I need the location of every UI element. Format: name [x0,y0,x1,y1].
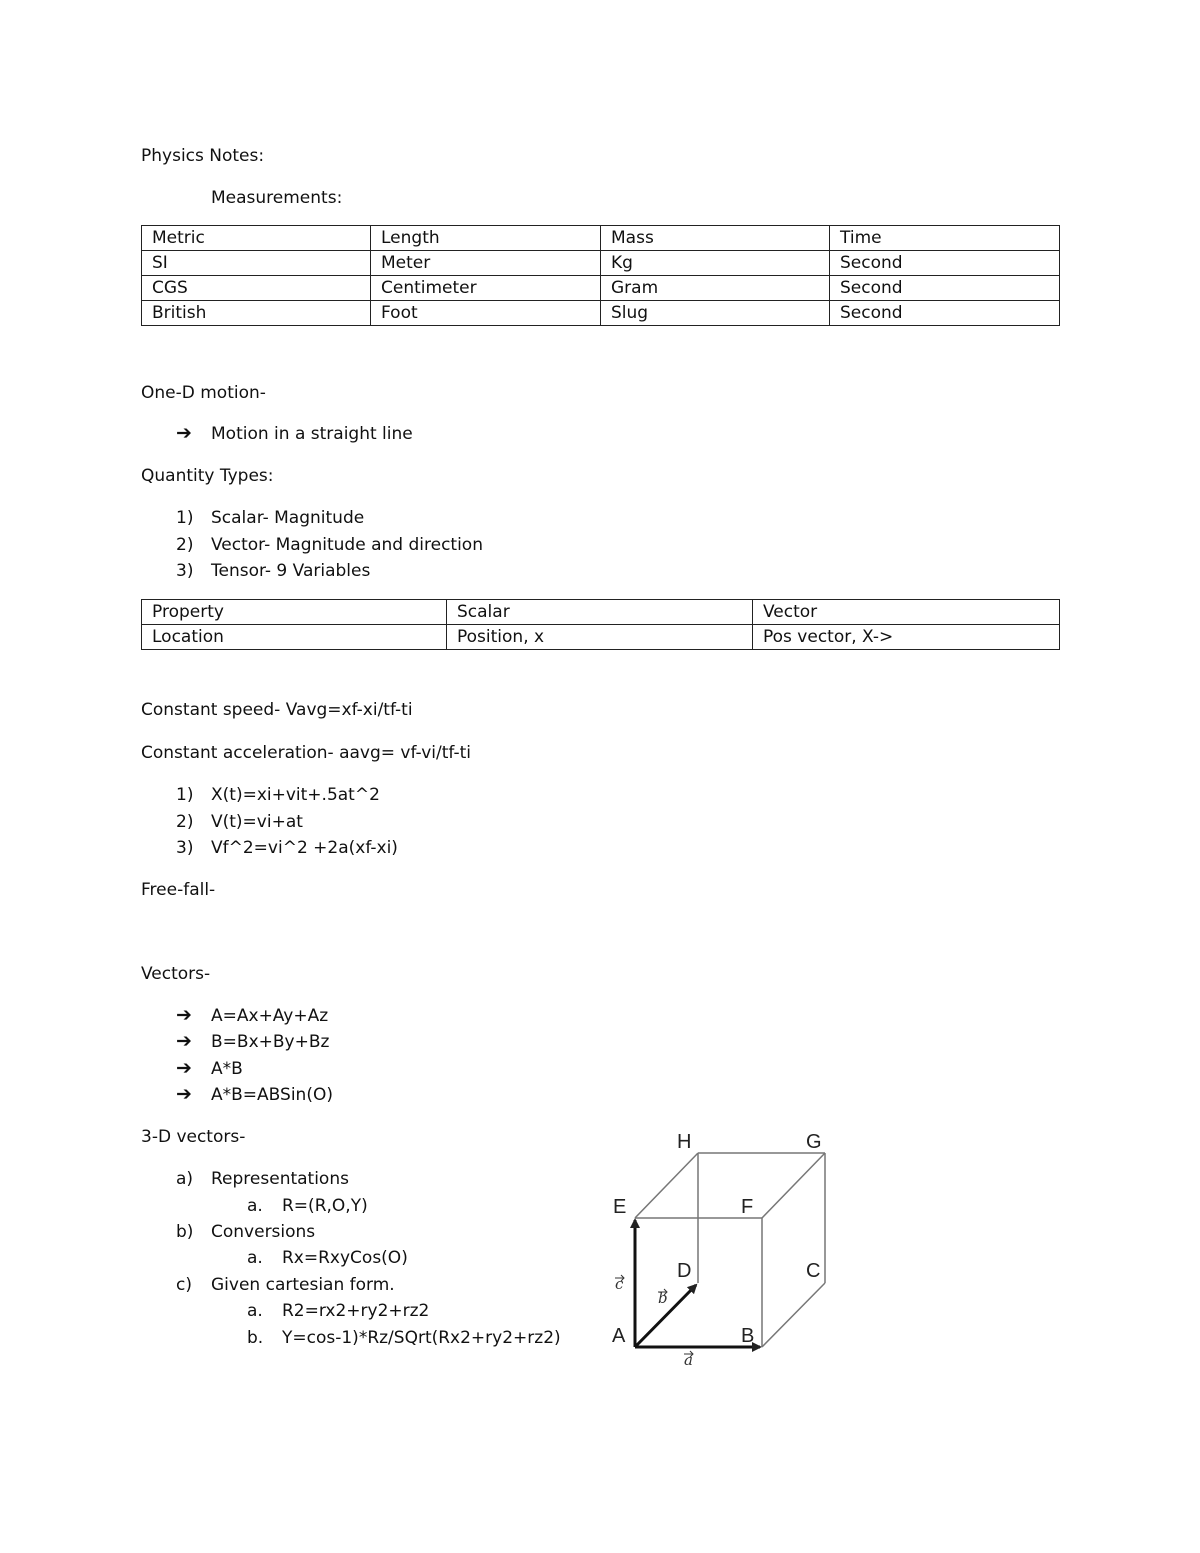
vertex-label-g: G [806,1131,822,1153]
list-letter: a) [176,1169,194,1189]
table-row [142,625,1060,650]
vertex-label-a: A [612,1325,626,1347]
list-item: X(t)=xi+vit+.5at^2 [211,785,380,805]
vector-bullet: B=Bx+By+Bz [211,1032,330,1052]
list-number: 1) [176,508,194,528]
vertex-label-c: C [806,1260,821,1282]
table-cell: British [142,301,371,326]
table-cell: Slug [601,301,830,326]
vector-label-c: c [615,1275,624,1293]
arrow-bullet-icon: ➔ [176,422,192,444]
list-number: 2) [176,535,194,555]
arrow-bullet-icon: ➔ [176,1004,192,1026]
arrow-bullet-icon: ➔ [176,1057,192,1079]
sub-list-item: R2=rx2+ry2+rz2 [282,1301,430,1321]
table-row [142,600,1060,625]
vector-bullet: A*B [211,1059,243,1079]
table-cell: Kg [601,251,830,276]
vertex-label-d: D [677,1260,692,1282]
table-cell: SI [142,251,371,276]
table-cell: Scalar [447,600,753,625]
sub-list-letter: a. [247,1196,263,1216]
table-cell: Gram [601,276,830,301]
table-row [142,301,1060,326]
table-row [142,276,1060,301]
measurements-heading: Measurements: [211,188,343,208]
sub-list-letter: b. [247,1328,264,1348]
vertex-label-b: B [741,1325,755,1347]
one-d-motion-heading: One-D motion- [141,383,266,403]
vector-label-a: a [684,1351,693,1369]
table-cell: CGS [142,276,371,301]
vertex-label-e: E [613,1196,627,1218]
table-cell: Length [371,226,601,251]
table-row [142,226,1060,251]
list-number: 1) [176,785,194,805]
list-number: 3) [176,838,194,858]
vector-bullet: A=Ax+Ay+Az [211,1006,329,1026]
list-item: Tensor- 9 Variables [211,561,371,581]
page-title: Physics Notes: [141,146,265,166]
table-cell: Metric [142,226,371,251]
constant-speed: Constant speed- Vavg=xf-xi/tf-ti [141,700,413,720]
sub-list-item: Y=cos-1)*Rz/SQrt(Rx2+ry2+rz2) [282,1328,561,1348]
vectors-heading: Vectors- [141,964,211,984]
list-item: Vf^2=vi^2 +2a(xf-xi) [211,838,398,858]
table-cell: Centimeter [371,276,601,301]
table-cell: Second [830,301,1060,326]
table-cell: Meter [371,251,601,276]
table-cell: Property [142,600,447,625]
vertex-label-h: H [677,1131,692,1153]
list-number: 3) [176,561,194,581]
cube-diagram [600,1125,860,1385]
list-number: 2) [176,812,194,832]
sub-list-item: R=(R,O,Y) [282,1196,368,1216]
table-cell: Mass [601,226,830,251]
arrow-bullet-icon: ➔ [176,1083,192,1105]
list-item: Vector- Magnitude and direction [211,535,483,555]
table-cell: Second [830,251,1060,276]
quantity-types-heading: Quantity Types: [141,466,274,486]
list-item: Scalar- Magnitude [211,508,365,528]
list-item: Conversions [211,1222,316,1242]
table-cell: Vector [753,600,1060,625]
measurements-table [141,225,1060,326]
constant-acceleration-heading: Constant acceleration- aavg= vf-vi/tf-ti [141,743,471,763]
table-row [142,251,1060,276]
property-table [141,599,1060,650]
table-cell: Second [830,276,1060,301]
table-cell: Time [830,226,1060,251]
list-item: Representations [211,1169,349,1189]
list-letter: b) [176,1222,194,1242]
list-item: V(t)=vi+at [211,812,303,832]
vector-overarrows [615,1275,693,1357]
table-cell: Location [142,625,447,650]
sub-list-letter: a. [247,1248,263,1268]
table-cell: Pos vector, X-> [753,625,1060,650]
arrow-bullet-icon: ➔ [176,1030,192,1052]
sub-list-letter: a. [247,1301,263,1321]
one-d-motion-bullet: Motion in a straight line [211,424,413,444]
list-item: Given cartesian form. [211,1275,395,1295]
table-cell: Foot [371,301,601,326]
sub-list-item: Rx=RxyCos(O) [282,1248,408,1268]
vector-label-b: b [658,1289,668,1307]
list-letter: c) [176,1275,192,1295]
table-cell: Position, x [447,625,753,650]
three-d-vectors-heading: 3-D vectors- [141,1127,246,1147]
vertex-label-f: F [741,1196,754,1218]
free-fall-heading: Free-fall- [141,880,216,900]
vector-bullet: A*B=ABSin(O) [211,1085,333,1105]
